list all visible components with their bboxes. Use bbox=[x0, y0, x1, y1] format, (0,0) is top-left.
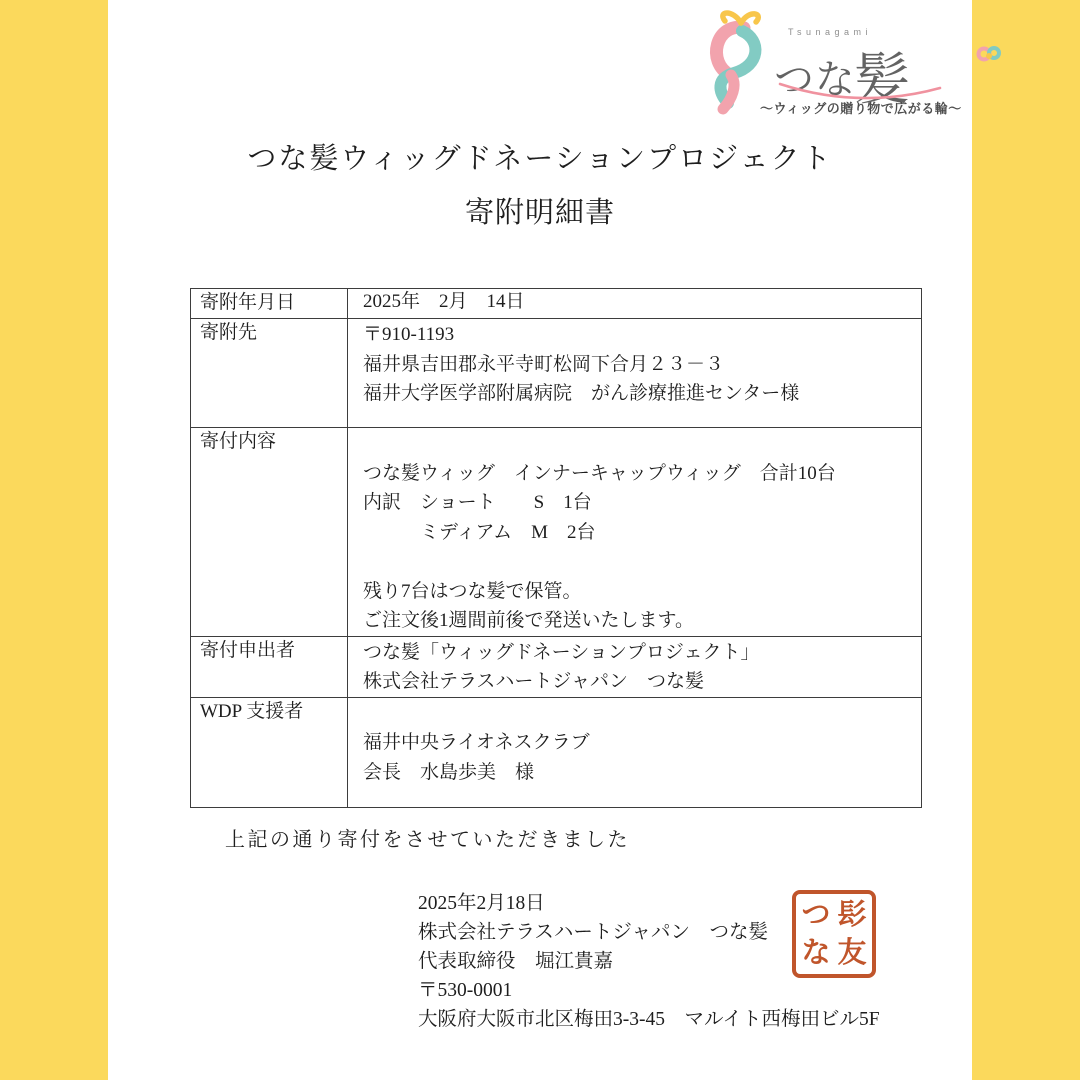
row-value-donor bbox=[348, 636, 922, 697]
project-title: つな髪ウィッグドネーションプロジェクト bbox=[247, 143, 833, 175]
logo-brand-jp-prefix: つな bbox=[774, 57, 856, 102]
cell-line bbox=[363, 699, 906, 729]
seal-char: 友 bbox=[837, 936, 867, 969]
logo-brand-en: Tsunagami bbox=[788, 27, 873, 37]
tsunagami-logo bbox=[698, 6, 962, 116]
cell-line bbox=[363, 547, 906, 577]
signature-representative: 代表取締役 堀江貴嘉 bbox=[418, 951, 614, 972]
cell-line: ミディアム M 2台 bbox=[363, 521, 596, 543]
cell-line: 福井大学医学部附属病院 がん診療推進センター様 bbox=[363, 383, 800, 404]
row-value-recipient bbox=[348, 319, 922, 428]
row-value-donation-date bbox=[348, 289, 922, 319]
signature-postal-code: 〒530-0001 bbox=[418, 980, 513, 1001]
seal-char: な bbox=[801, 936, 831, 969]
table-row bbox=[191, 289, 922, 319]
right-yellow-band bbox=[972, 0, 1080, 1080]
cell-line: 福井中央ライオネスクラブ bbox=[363, 732, 590, 753]
row-label-donor: 寄付申出者 bbox=[191, 636, 348, 697]
row-value-donation-content bbox=[348, 428, 922, 637]
cell-line: 残り7台はつな髪で保管。 bbox=[363, 580, 582, 602]
row-label-donation-date: 寄附年月日 bbox=[191, 289, 348, 319]
row-label-wdp-supporter: WDP 支援者 bbox=[191, 697, 348, 807]
row-label-recipient: 寄附先 bbox=[191, 319, 348, 428]
seal-char: 髟 bbox=[837, 898, 867, 931]
logo-brand-jp-suffix: 髪 bbox=[854, 50, 910, 112]
company-seal-stamp bbox=[792, 890, 876, 978]
table-row bbox=[191, 697, 922, 807]
row-label-donation-content: 寄付内容 bbox=[191, 428, 348, 637]
signature-date: 2025年2月18日 bbox=[418, 893, 545, 914]
left-yellow-band bbox=[0, 0, 108, 1080]
cell-line: つな髪ウィッグ インナーキャップウィッグ 合計10台 bbox=[363, 462, 836, 484]
table-row bbox=[191, 428, 922, 637]
cell-line: つな髪「ウィッグドネーションプロジェクト」 bbox=[363, 641, 760, 663]
cell-line: 〒910-1193 bbox=[363, 324, 455, 345]
seal-char: つ bbox=[801, 898, 831, 931]
row-value-wdp-supporter bbox=[348, 697, 922, 807]
cell-line: ご注文後1週間前後で発送いたします。 bbox=[363, 610, 694, 631]
cell-line: 2025年 2月 14日 bbox=[363, 291, 525, 312]
confirmation-note: 上記の通り寄付をさせていただきました bbox=[225, 829, 630, 851]
cell-line: 内訳 ショート S 1台 bbox=[363, 492, 592, 513]
cell-line: 会長 水島歩美 様 bbox=[363, 761, 535, 783]
cell-line bbox=[363, 429, 906, 459]
cell-line: 株式会社テラスハートジャパン つな髪 bbox=[363, 671, 705, 692]
table-row bbox=[191, 319, 922, 428]
table-row bbox=[191, 636, 922, 697]
signature-company: 株式会社テラスハートジャパン つな髪 bbox=[418, 922, 769, 943]
signature-address: 大阪府大阪市北区梅田3-3-45 マルイト西梅田ビル5F bbox=[418, 1009, 880, 1030]
document-title: 寄附明細書 bbox=[464, 197, 615, 229]
donation-detail-table bbox=[190, 288, 922, 808]
mini-bow-icon bbox=[976, 42, 1002, 66]
cell-line: 福井県吉田郡永平寺町松岡下合月２３－３ bbox=[363, 353, 725, 375]
logo-tagline: 〜ウィッグの贈り物で広がる輪〜 bbox=[760, 101, 962, 116]
